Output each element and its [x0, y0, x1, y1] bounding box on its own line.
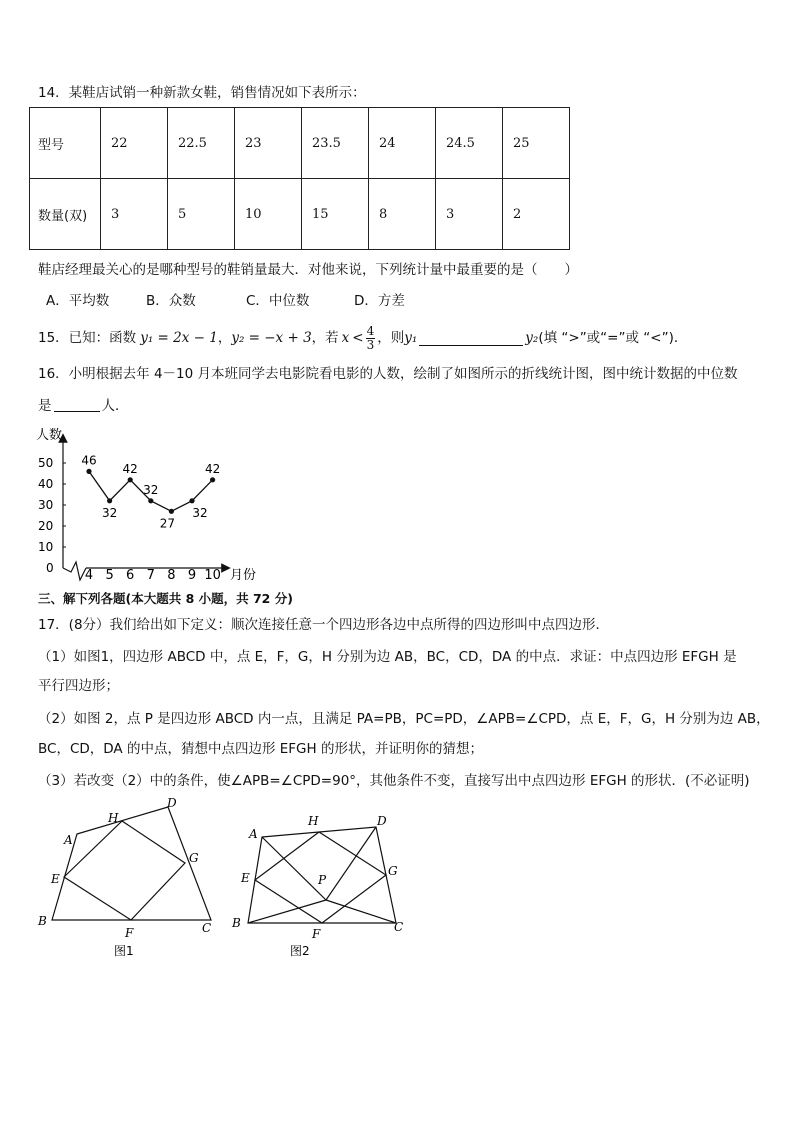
fig2-label-a: A: [249, 827, 258, 841]
q17-part1-line2: 平行四边形；: [38, 678, 119, 694]
data-label: 42: [204, 461, 221, 476]
q15-cond: ，若: [311, 330, 339, 346]
fig1-label-e: E: [51, 872, 60, 886]
fig2-label-f: F: [312, 927, 321, 941]
data-point: [148, 498, 153, 503]
table-cell: 23.5: [302, 108, 369, 179]
q14-option-a: A．平均数: [46, 293, 110, 309]
table-cell: 22: [101, 108, 168, 179]
fig2-label-p: P: [318, 873, 327, 887]
fig1-label-c: C: [202, 921, 212, 935]
q15-lt: <: [352, 330, 364, 346]
q15-func-y2: y₂ = −x + 3: [231, 330, 312, 346]
q15-fraction: [366, 325, 376, 352]
fig2-label-d: D: [377, 814, 387, 828]
data-label: 46: [81, 453, 97, 468]
x-tick-label: 7: [146, 568, 155, 583]
q15-prefix: 15．已知：函数: [38, 330, 137, 346]
table-row: [30, 179, 570, 250]
fig2-label-g: G: [388, 864, 398, 878]
table-cell: 23: [235, 108, 302, 179]
q16-line2-prefix: 是: [38, 398, 52, 414]
q15-frac-den: 3: [366, 337, 375, 352]
x-tick-label: 4: [84, 568, 94, 583]
y-tick-label: 10: [38, 540, 54, 554]
table-cell: 24: [369, 108, 436, 179]
y-tick-label: 30: [38, 498, 54, 512]
fig1-label-a: A: [64, 833, 73, 847]
fig1-label-h: H: [108, 811, 119, 825]
table-header-size: 型号: [30, 108, 101, 179]
fig1-label-g: G: [189, 851, 199, 865]
q14-question: 鞋店经理最关心的是哪种型号的鞋销量最大．对他来说，下列统计量中最重要的是（ ）: [38, 262, 578, 278]
q15-suffix: (填 “>”或“=”或 “<”)．: [538, 330, 688, 346]
q14-option-d: D．方差: [354, 293, 405, 309]
table-header-quantity: 数量(双): [30, 179, 101, 250]
table-cell: 2: [503, 179, 570, 250]
data-point: [189, 498, 194, 503]
q17-part2-line2: BC，CD，DA 的中点，猜想中点四边形 EFGH 的形状，并证明你的猜想；: [38, 741, 483, 757]
data-label: 32: [192, 505, 208, 520]
q16-line1: 16．小明根据去年 4－10 月本班同学去电影院看电影的人数，绘制了如图所示的折线统计图，图中统计数据的中位数: [38, 366, 738, 382]
y-tick-label: 40: [38, 477, 54, 491]
y-tick-label: 0: [46, 561, 54, 575]
y-axis-label: 人数: [36, 428, 63, 443]
table-cell: 25: [503, 108, 570, 179]
figure-1: [34, 795, 224, 965]
fig2-label-c: C: [394, 920, 404, 934]
table-cell: 5: [168, 179, 235, 250]
q15-line: [38, 320, 687, 356]
q16-answer-blank[interactable]: [54, 397, 100, 412]
fig1-label-b: B: [38, 914, 47, 928]
q17-part1-line1: （1）如图1，四边形 ABCD 中，点 E，F，G，H 分别为边 AB，BC，CD，DA 的中点．求证：中点四边形 EFGH 是: [38, 649, 737, 665]
table-cell: 24.5: [436, 108, 503, 179]
table-cell: 22.5: [168, 108, 235, 179]
data-point: [210, 477, 215, 482]
table-cell: 15: [302, 179, 369, 250]
table-row: [30, 108, 570, 179]
table-cell: 3: [101, 179, 168, 250]
q14-stem: 14．某鞋店试销一种新款女鞋，销售情况如下表所示：: [38, 85, 366, 101]
fig2-label-h: H: [308, 814, 319, 828]
fig2-label-e: E: [241, 871, 250, 885]
q15-x-var: x: [341, 330, 350, 346]
q16-line2-suffix: 人．: [101, 398, 129, 414]
data-label: 42: [122, 461, 138, 476]
fig1-label-f: F: [125, 926, 134, 940]
line-chart: [30, 420, 280, 585]
q15-sep: ，: [217, 330, 232, 346]
quadrilateral-abcd: [52, 807, 211, 920]
y-tick-label: 50: [38, 456, 54, 470]
q17-part2-line1: （2）如图 2，点 P 是四边形 ABCD 内一点，且满足 PA=PB，PC=PD，∠APB=∠CPD，点 E，F，G，H 分别为边 AB，: [38, 711, 770, 727]
figure-2-caption: 图2: [290, 944, 310, 958]
figure-2: [228, 810, 418, 965]
midpoint-quadrilateral-efgh: [64, 821, 185, 920]
q15-y2-label: y₂: [525, 330, 539, 346]
x-axis-label: 月份: [230, 568, 257, 583]
x-tick-label: 6: [126, 568, 135, 583]
q15-frac-num: 4: [366, 323, 375, 338]
q16-line2: [38, 397, 129, 415]
data-label: 32: [101, 505, 118, 520]
q14-option-b: B．众数: [146, 293, 196, 309]
q15-then: ，则: [377, 330, 405, 346]
y-tick-label: 20: [38, 519, 54, 533]
table-cell: 8: [369, 179, 436, 250]
data-label: 27: [159, 516, 176, 531]
shoe-sales-table: [29, 107, 570, 250]
data-point: [169, 509, 174, 514]
data-label: 32: [143, 482, 159, 497]
data-point: [107, 498, 112, 503]
x-tick-label: 9: [187, 568, 197, 583]
figure-1-caption: 图1: [114, 944, 134, 958]
data-point: [86, 469, 91, 474]
x-tick-label: 10: [204, 568, 221, 583]
x-tick-label: 8: [167, 568, 176, 583]
table-cell: 10: [235, 179, 302, 250]
section3-heading: 三、解下列各题(本大题共 8 小题，共 72 分): [38, 591, 293, 606]
axis-break: [63, 562, 86, 580]
x-tick-label: 5: [105, 568, 114, 583]
table-cell: 3: [436, 179, 503, 250]
q15-answer-blank[interactable]: [419, 331, 523, 346]
segment-pb: [248, 900, 326, 923]
q14-option-c: C．中位数: [246, 293, 310, 309]
fig2-label-b: B: [232, 916, 241, 930]
q17-part3-line1: （3）若改变（2）中的条件，使∠APB=∠CPD=90°，其他条件不变，直接写出中点四边形 EFGH 的形状．(不必证明): [38, 773, 750, 789]
data-point: [128, 477, 133, 482]
q15-y1-label: y₁: [404, 330, 418, 346]
fig1-label-d: D: [167, 796, 177, 810]
q17-intro: 17．(8分）我们给出如下定义：顺次连接任意一个四边形各边中点所得的四边形叫中点四边形．: [38, 617, 610, 633]
q15-func-y1: y₁ = 2x − 1: [140, 330, 218, 346]
